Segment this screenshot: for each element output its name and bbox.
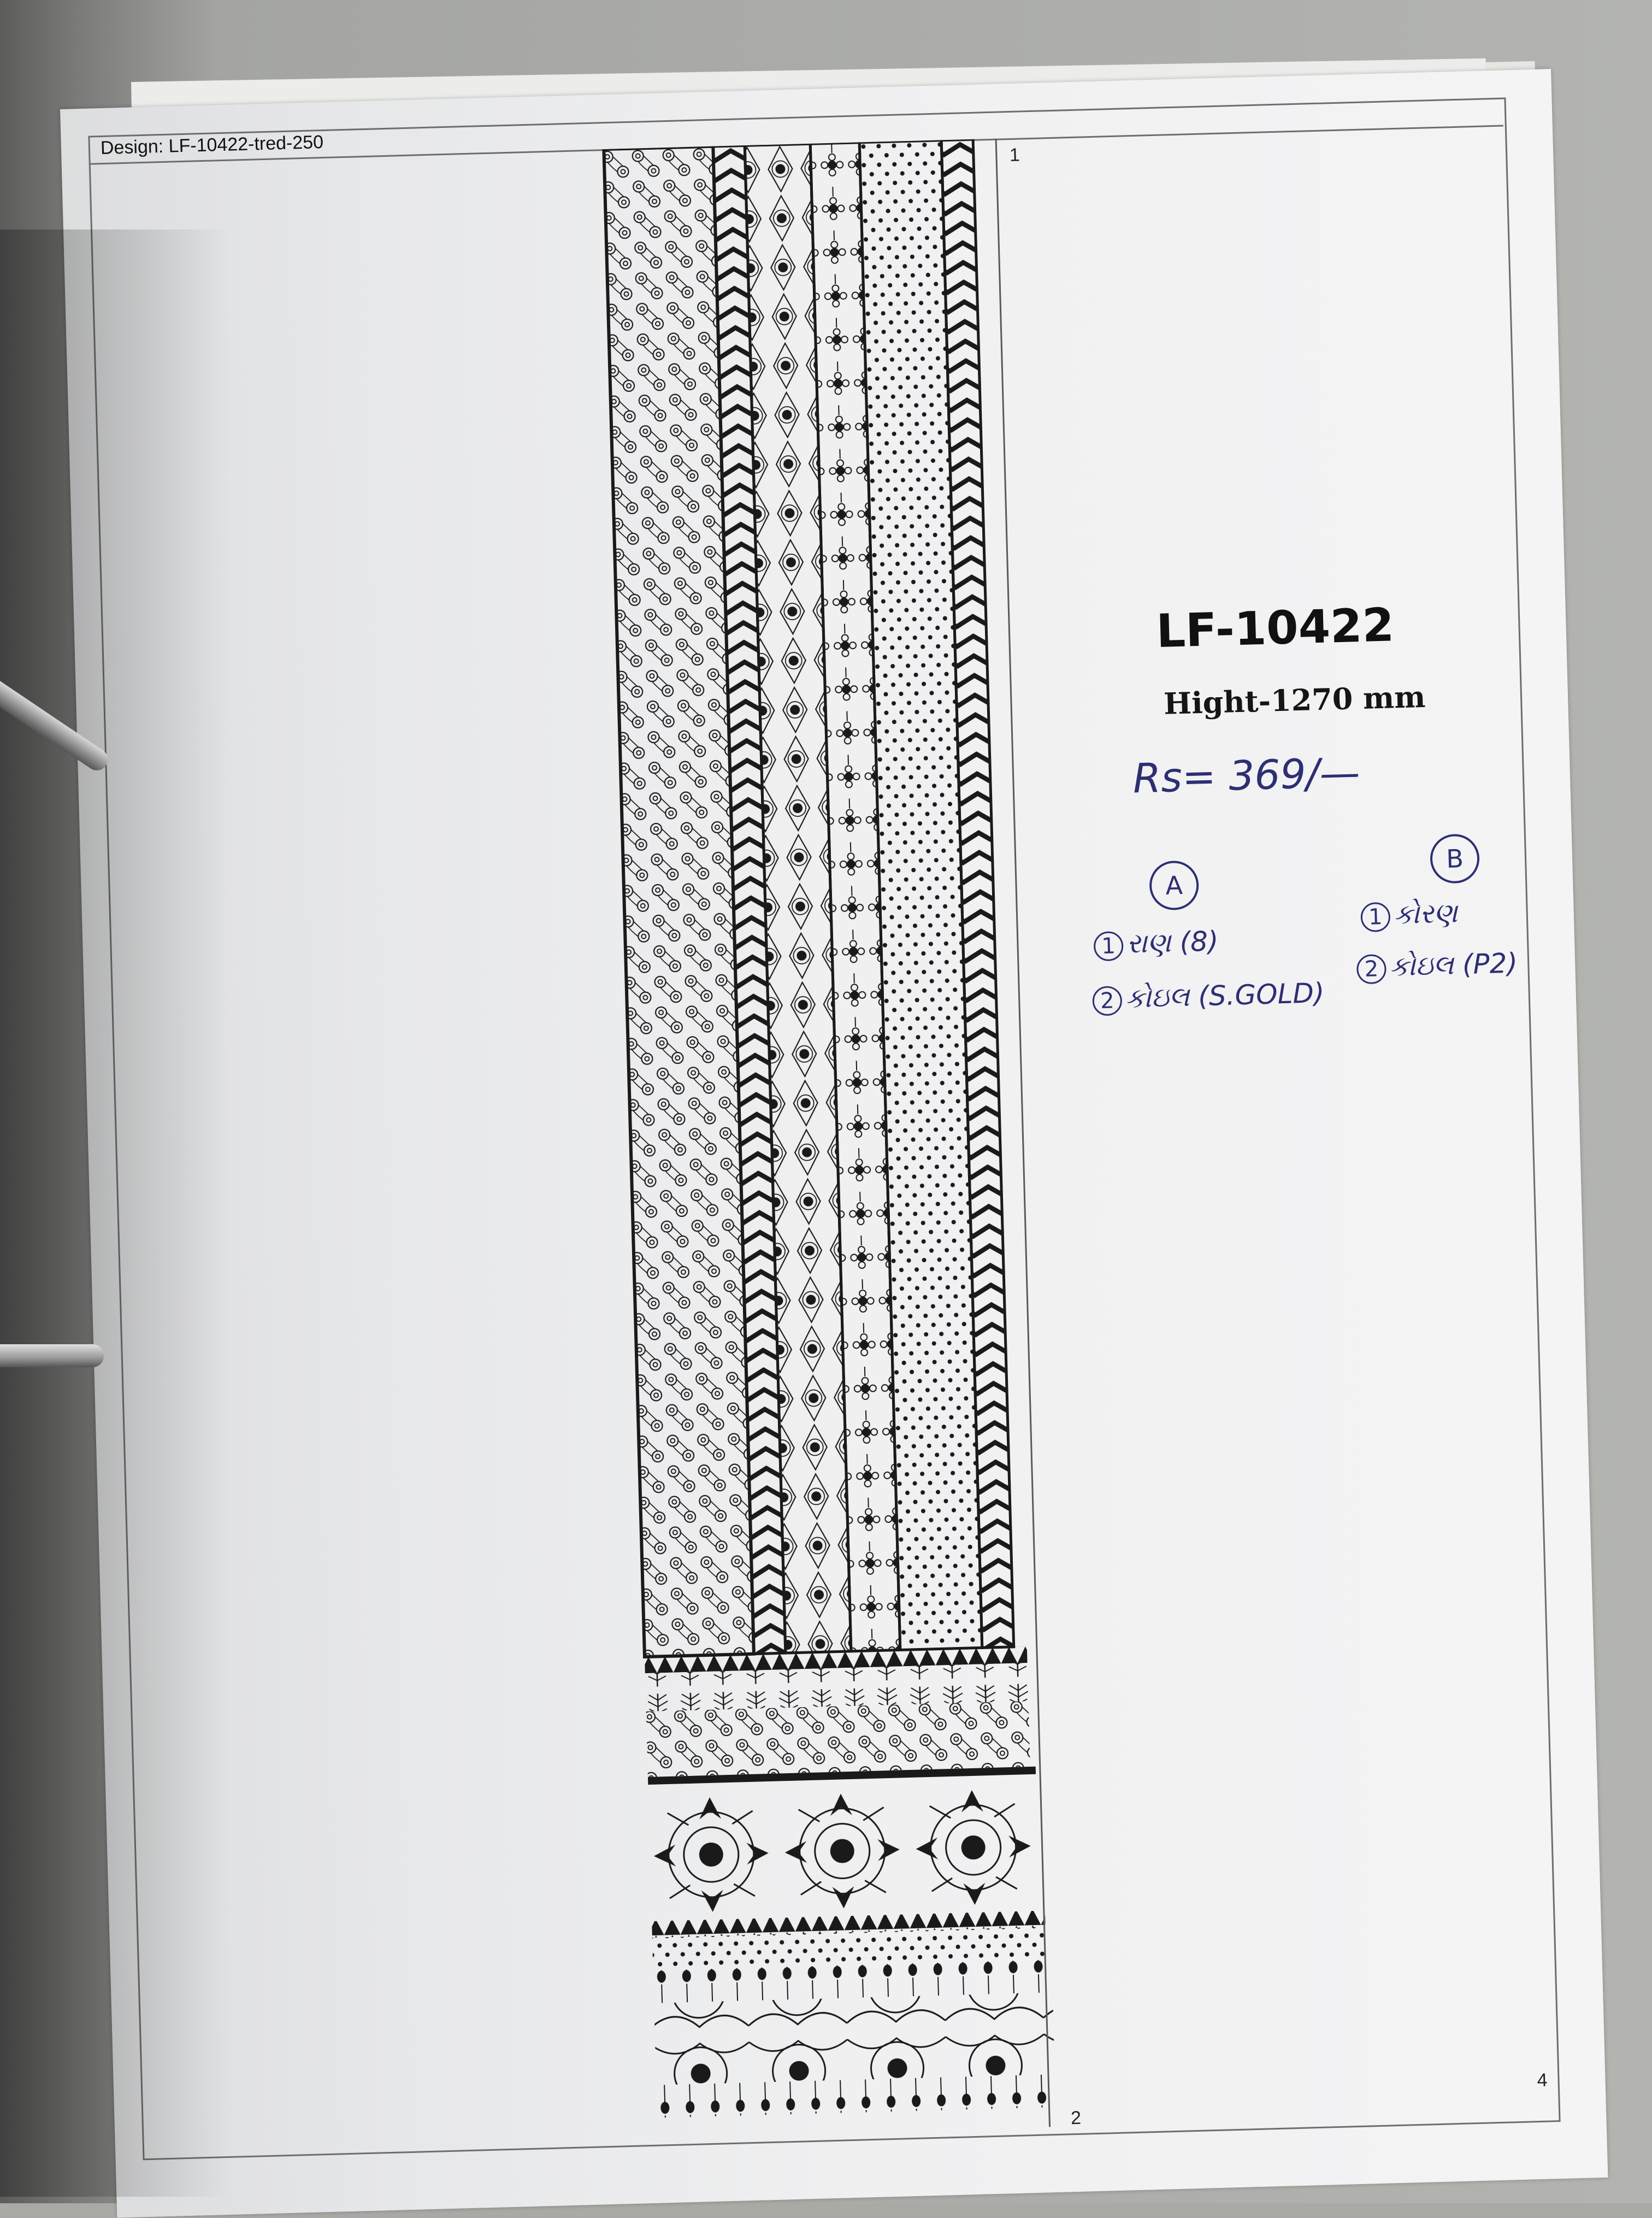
option-a-line-2 bbox=[1092, 977, 1325, 1016]
design-label: Design: LF-10422-tred-250 bbox=[100, 131, 324, 159]
page-number-bottom: 2 bbox=[1070, 2107, 1082, 2129]
design-sheet bbox=[60, 69, 1608, 2217]
option-b-marker bbox=[1430, 833, 1480, 884]
number-circle: 2 bbox=[1092, 986, 1122, 1016]
number-circle: 2 bbox=[1356, 954, 1386, 984]
option-a-circle: A bbox=[1149, 860, 1199, 910]
number-circle: 1 bbox=[1360, 902, 1390, 932]
number-circle: 1 bbox=[1093, 931, 1123, 961]
page-number-top: 1 bbox=[1009, 144, 1020, 166]
option-b-circle: B bbox=[1430, 833, 1480, 884]
option-a-line-1 bbox=[1093, 925, 1219, 961]
design-height: Hight-1270 mm bbox=[1163, 679, 1426, 721]
option-b-text-1: કોરણ bbox=[1393, 897, 1458, 931]
binder-ring-bottom bbox=[0, 1344, 104, 1367]
option-a-text-1: રાણ (8) bbox=[1126, 925, 1219, 960]
option-a-marker bbox=[1149, 860, 1199, 910]
page-number-corner: 4 bbox=[1537, 2069, 1548, 2091]
handwritten-price: Rs= 369/— bbox=[1132, 749, 1361, 803]
option-b-text-2: કોઇલ (P2) bbox=[1389, 947, 1518, 982]
design-code-title: LF-10422 bbox=[1155, 598, 1395, 658]
embroidery-artwork bbox=[599, 138, 1057, 2143]
option-a-text-2: કોઇલ (S.GOLD) bbox=[1124, 977, 1325, 1014]
option-b-line-2 bbox=[1356, 947, 1518, 984]
option-b-line-1 bbox=[1360, 897, 1458, 932]
